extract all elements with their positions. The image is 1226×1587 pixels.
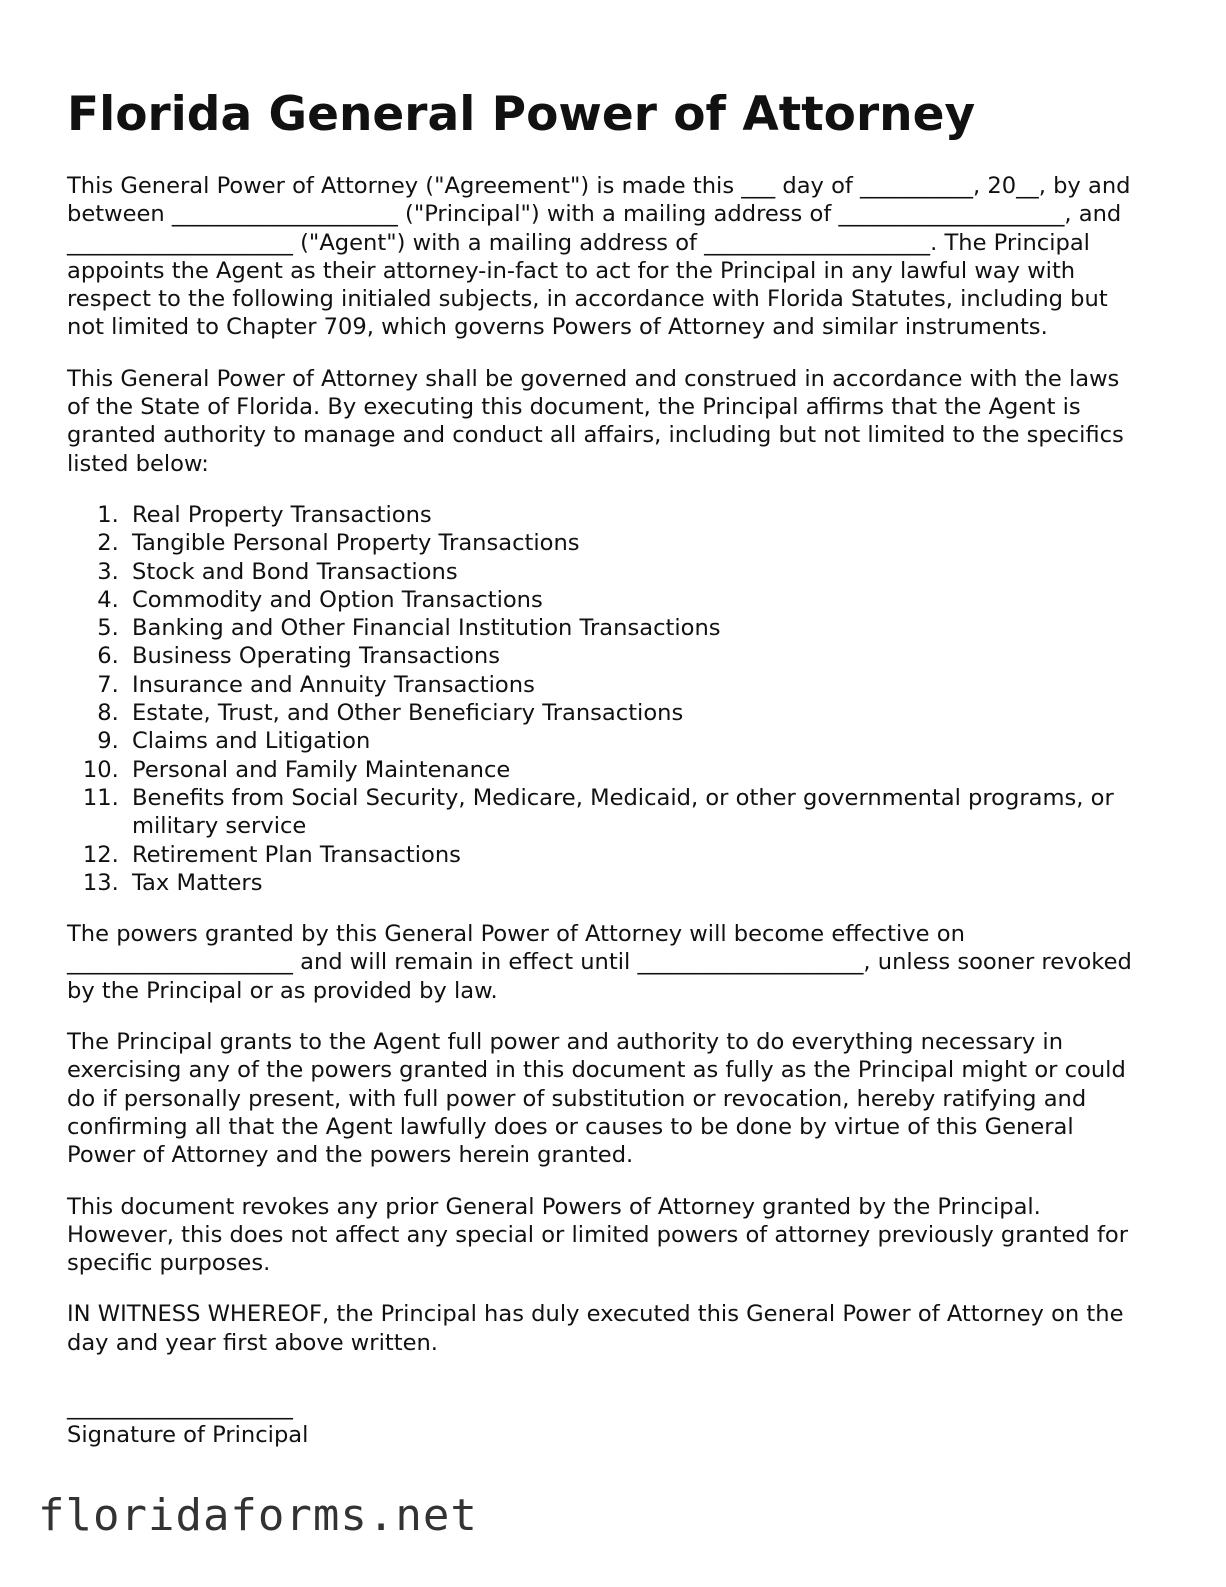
witness-paragraph: IN WITNESS WHEREOF, the Principal has duly executed this General Power of Attorney on the day and year first above written. — [67, 1301, 1131, 1356]
document-page — [67, 84, 1147, 1450]
list-item-number: 12. — [82, 841, 119, 868]
list-item-number: 8. — [97, 700, 119, 727]
list-item-number: 10. — [82, 756, 119, 783]
list-item — [67, 699, 1147, 727]
list-item — [67, 529, 1147, 557]
list-item-number: 9. — [97, 728, 119, 755]
list-item-text: Real Property Transactions — [132, 501, 432, 528]
signature-line[interactable]: ____________________ — [67, 1393, 293, 1420]
authority-paragraph: The Principal grants to the Agent full power and authority to do everything necessary in exercising any of the powers granted in this document as fully as the Principal might or could do if personally present, with full power of substitution or revocation, hereby ratifying and confirming all that the Agent lawfully does or causes to be done by virtue of this General Power of Attorney and the powers herein granted. — [67, 1029, 1133, 1169]
list-item — [67, 614, 1147, 642]
list-item — [67, 671, 1147, 699]
signature-block — [67, 1393, 1147, 1450]
list-item — [67, 756, 1147, 784]
governing-law-paragraph: This General Power of Attorney shall be governed and construed in accordance with the laws of the State of Florida. By executing this document, the Principal affirms that the Agent is granted authority to manage and conduct all affairs, including but not limited to the specifics listed below: — [67, 365, 1131, 477]
list-item-text: Benefits from Social Security, Medicare, Medicaid, or other governmental programs, or military service — [132, 784, 1121, 840]
list-item-text: Claims and Litigation — [132, 728, 371, 755]
list-item-text: Estate, Trust, and Other Beneficiary Transactions — [132, 700, 684, 727]
list-item-text: Stock and Bond Transactions — [132, 558, 458, 585]
list-item-number: 4. — [97, 586, 119, 613]
signature-label: Signature of Principal — [67, 1422, 309, 1449]
list-item-text: Tax Matters — [132, 869, 263, 896]
list-item-text: Personal and Family Maintenance — [132, 756, 511, 783]
list-item-text: Banking and Other Financial Institution Transactions — [132, 615, 721, 642]
list-item-number: 13. — [82, 869, 119, 896]
list-item — [67, 501, 1147, 529]
list-item-text: Commodity and Option Transactions — [132, 586, 543, 613]
intro-paragraph: This General Power of Attorney ("Agreement") is made this ___ day of __________, 20__, by and between ____________________ ("Principal") with a mailing address of ____________________, and ____________________ ("Agent") with a mailing address of ____________________. The Principal appoints the Agent as their attorney-in-fact to act for the Principal in any lawful way with respect to the following initialed subjects, in accordance with Florida Statutes, including but not limited to Chapter 709, which governs Powers of Attorney and similar instruments. — [67, 173, 1138, 341]
revocation-paragraph: This document revokes any prior General Powers of Attorney granted by the Principal. However, this does not affect any special or limited powers of attorney previously granted for specific purposes. — [67, 1193, 1136, 1277]
list-item — [67, 642, 1147, 670]
list-item-number: 7. — [97, 671, 119, 698]
list-item — [67, 558, 1147, 586]
document-title: Florida General Power of Attorney — [67, 87, 976, 142]
list-item — [67, 586, 1147, 614]
list-item — [67, 784, 1147, 841]
list-item-number: 3. — [97, 558, 119, 585]
list-item-number: 5. — [97, 615, 119, 642]
effective-date-paragraph: The powers granted by this General Power of Attorney will become effective on ____________________ and will remain in effect until ____________________, unless sooner revoked by the Principal or as provided by law. — [67, 921, 1140, 1004]
list-item-text: Business Operating Transactions — [132, 643, 500, 670]
subjects-list — [67, 501, 1147, 897]
site-watermark: floridaforms.net — [38, 1490, 478, 1541]
list-item — [67, 869, 1147, 897]
list-item-text: Tangible Personal Property Transactions — [132, 530, 580, 557]
list-item — [67, 727, 1147, 755]
list-item — [67, 841, 1147, 869]
list-item-number: 1. — [97, 501, 119, 528]
list-item-text: Retirement Plan Transactions — [132, 841, 461, 868]
list-item-number: 6. — [97, 643, 119, 670]
list-item-number: 11. — [82, 784, 119, 811]
list-item-number: 2. — [97, 530, 119, 557]
list-item-text: Insurance and Annuity Transactions — [132, 671, 535, 698]
